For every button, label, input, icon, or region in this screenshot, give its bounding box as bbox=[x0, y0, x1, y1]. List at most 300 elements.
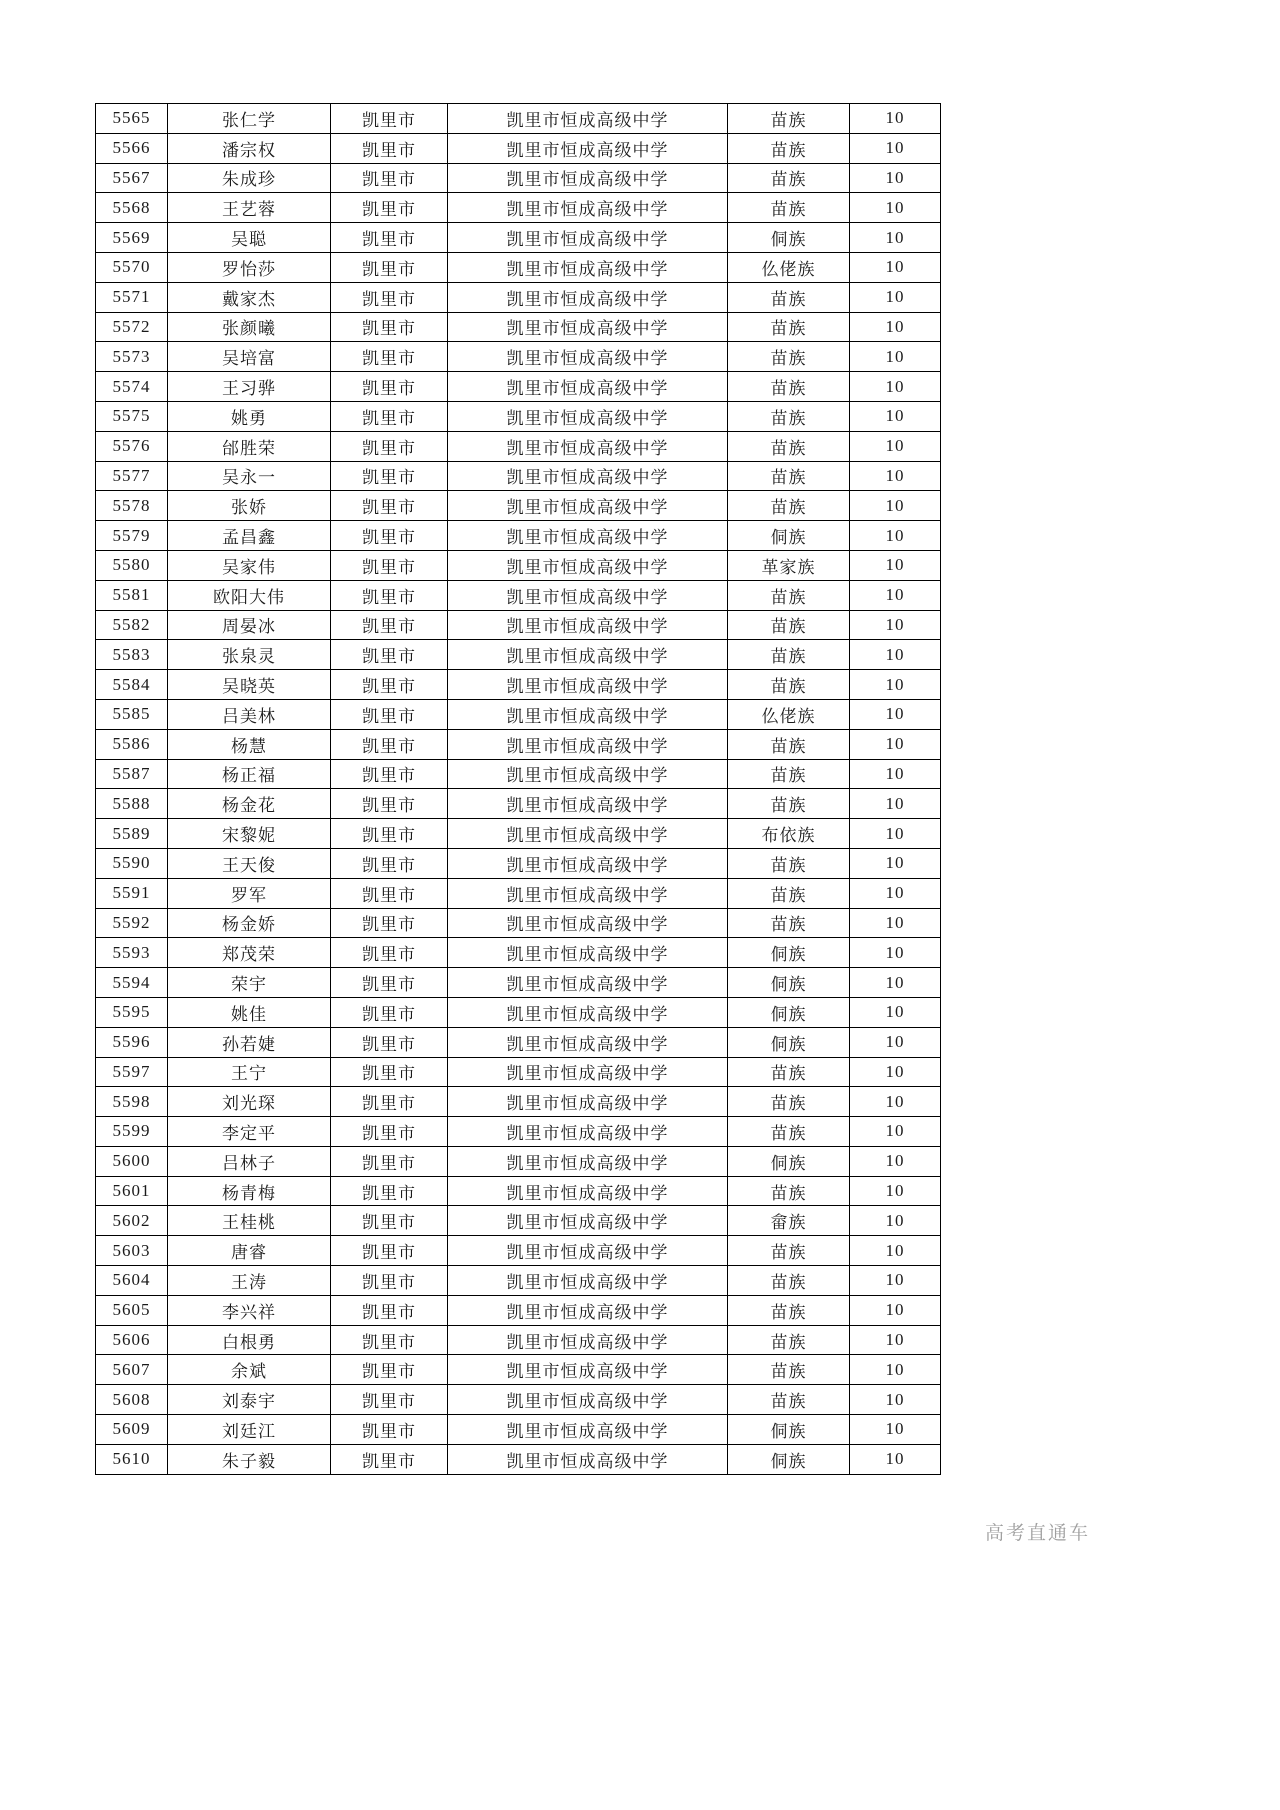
cell-score: 10 bbox=[850, 580, 941, 610]
cell-id: 5583 bbox=[96, 640, 168, 670]
cell-city: 凯里市 bbox=[331, 1385, 448, 1415]
cell-city: 凯里市 bbox=[331, 431, 448, 461]
cell-id: 5589 bbox=[96, 819, 168, 849]
cell-score: 10 bbox=[850, 759, 941, 789]
cell-ethnicity: 苗族 bbox=[728, 1325, 850, 1355]
cell-name: 吴晓英 bbox=[168, 670, 331, 700]
cell-city: 凯里市 bbox=[331, 759, 448, 789]
table-row bbox=[96, 1176, 941, 1206]
cell-id: 5586 bbox=[96, 729, 168, 759]
cell-school: 凯里市恒成高级中学 bbox=[448, 1146, 728, 1176]
cell-score: 10 bbox=[850, 1444, 941, 1474]
table-row bbox=[96, 104, 941, 134]
cell-school: 凯里市恒成高级中学 bbox=[448, 997, 728, 1027]
cell-school: 凯里市恒成高级中学 bbox=[448, 1325, 728, 1355]
table-row bbox=[96, 819, 941, 849]
cell-school: 凯里市恒成高级中学 bbox=[448, 1266, 728, 1296]
cell-ethnicity: 布依族 bbox=[728, 819, 850, 849]
cell-score: 10 bbox=[850, 610, 941, 640]
cell-city: 凯里市 bbox=[331, 997, 448, 1027]
cell-id: 5582 bbox=[96, 610, 168, 640]
cell-score: 10 bbox=[850, 1206, 941, 1236]
cell-ethnicity: 侗族 bbox=[728, 1146, 850, 1176]
cell-score: 10 bbox=[850, 1027, 941, 1057]
cell-score: 10 bbox=[850, 1236, 941, 1266]
cell-id: 5596 bbox=[96, 1027, 168, 1057]
cell-city: 凯里市 bbox=[331, 1325, 448, 1355]
cell-ethnicity: 苗族 bbox=[728, 1236, 850, 1266]
cell-id: 5580 bbox=[96, 550, 168, 580]
cell-ethnicity: 苗族 bbox=[728, 670, 850, 700]
cell-id: 5574 bbox=[96, 372, 168, 402]
cell-city: 凯里市 bbox=[331, 1355, 448, 1385]
cell-city: 凯里市 bbox=[331, 1415, 448, 1445]
cell-city: 凯里市 bbox=[331, 908, 448, 938]
cell-id: 5609 bbox=[96, 1415, 168, 1445]
cell-id: 5584 bbox=[96, 670, 168, 700]
cell-ethnicity: 苗族 bbox=[728, 431, 850, 461]
table-row bbox=[96, 521, 941, 551]
cell-ethnicity: 苗族 bbox=[728, 610, 850, 640]
cell-city: 凯里市 bbox=[331, 133, 448, 163]
table-row bbox=[96, 401, 941, 431]
cell-school: 凯里市恒成高级中学 bbox=[448, 1236, 728, 1266]
cell-city: 凯里市 bbox=[331, 1087, 448, 1117]
cell-id: 5604 bbox=[96, 1266, 168, 1296]
cell-city: 凯里市 bbox=[331, 1117, 448, 1147]
cell-ethnicity: 苗族 bbox=[728, 1117, 850, 1147]
cell-name: 李定平 bbox=[168, 1117, 331, 1147]
table-row bbox=[96, 699, 941, 729]
cell-name: 张泉灵 bbox=[168, 640, 331, 670]
cell-name: 欧阳大伟 bbox=[168, 580, 331, 610]
cell-city: 凯里市 bbox=[331, 1266, 448, 1296]
cell-name: 白根勇 bbox=[168, 1325, 331, 1355]
cell-city: 凯里市 bbox=[331, 193, 448, 223]
cell-ethnicity: 苗族 bbox=[728, 491, 850, 521]
cell-id: 5587 bbox=[96, 759, 168, 789]
cell-city: 凯里市 bbox=[331, 342, 448, 372]
cell-id: 5594 bbox=[96, 968, 168, 998]
cell-ethnicity: 苗族 bbox=[728, 1057, 850, 1087]
cell-id: 5603 bbox=[96, 1236, 168, 1266]
cell-name: 吴永一 bbox=[168, 461, 331, 491]
table-row bbox=[96, 968, 941, 998]
cell-id: 5610 bbox=[96, 1444, 168, 1474]
cell-ethnicity: 苗族 bbox=[728, 1176, 850, 1206]
cell-name: 王习骅 bbox=[168, 372, 331, 402]
cell-school: 凯里市恒成高级中学 bbox=[448, 640, 728, 670]
cell-ethnicity: 苗族 bbox=[728, 372, 850, 402]
cell-city: 凯里市 bbox=[331, 819, 448, 849]
cell-name: 孙若婕 bbox=[168, 1027, 331, 1057]
cell-ethnicity: 苗族 bbox=[728, 580, 850, 610]
cell-id: 5601 bbox=[96, 1176, 168, 1206]
cell-score: 10 bbox=[850, 699, 941, 729]
cell-ethnicity: 苗族 bbox=[728, 1385, 850, 1415]
cell-ethnicity: 侗族 bbox=[728, 968, 850, 998]
cell-ethnicity: 苗族 bbox=[728, 789, 850, 819]
cell-score: 10 bbox=[850, 550, 941, 580]
cell-score: 10 bbox=[850, 819, 941, 849]
cell-id: 5588 bbox=[96, 789, 168, 819]
cell-id: 5605 bbox=[96, 1295, 168, 1325]
cell-id: 5579 bbox=[96, 521, 168, 551]
table-row bbox=[96, 252, 941, 282]
cell-score: 10 bbox=[850, 223, 941, 253]
cell-id: 5581 bbox=[96, 580, 168, 610]
cell-id: 5570 bbox=[96, 252, 168, 282]
table-row bbox=[96, 610, 941, 640]
cell-name: 戴家杰 bbox=[168, 282, 331, 312]
cell-score: 10 bbox=[850, 1415, 941, 1445]
table-row bbox=[96, 1266, 941, 1296]
cell-name: 刘泰宇 bbox=[168, 1385, 331, 1415]
cell-ethnicity: 苗族 bbox=[728, 878, 850, 908]
table-row bbox=[96, 1057, 941, 1087]
cell-score: 10 bbox=[850, 521, 941, 551]
table-row bbox=[96, 1444, 941, 1474]
table-row bbox=[96, 580, 941, 610]
table-row bbox=[96, 372, 941, 402]
cell-score: 10 bbox=[850, 670, 941, 700]
cell-score: 10 bbox=[850, 163, 941, 193]
cell-school: 凯里市恒成高级中学 bbox=[448, 491, 728, 521]
cell-ethnicity: 苗族 bbox=[728, 104, 850, 134]
cell-name: 王桂桃 bbox=[168, 1206, 331, 1236]
table-row bbox=[96, 997, 941, 1027]
cell-city: 凯里市 bbox=[331, 1295, 448, 1325]
cell-school: 凯里市恒成高级中学 bbox=[448, 938, 728, 968]
cell-score: 10 bbox=[850, 1325, 941, 1355]
cell-ethnicity: 苗族 bbox=[728, 640, 850, 670]
cell-school: 凯里市恒成高级中学 bbox=[448, 431, 728, 461]
cell-school: 凯里市恒成高级中学 bbox=[448, 193, 728, 223]
cell-id: 5566 bbox=[96, 133, 168, 163]
cell-school: 凯里市恒成高级中学 bbox=[448, 789, 728, 819]
student-roster-table bbox=[95, 103, 941, 1475]
cell-city: 凯里市 bbox=[331, 580, 448, 610]
cell-name: 王艺蓉 bbox=[168, 193, 331, 223]
cell-id: 5573 bbox=[96, 342, 168, 372]
cell-name: 张仁学 bbox=[168, 104, 331, 134]
cell-id: 5575 bbox=[96, 401, 168, 431]
cell-name: 邰胜荣 bbox=[168, 431, 331, 461]
cell-name: 吴聪 bbox=[168, 223, 331, 253]
cell-name: 张颜曦 bbox=[168, 312, 331, 342]
cell-name: 罗军 bbox=[168, 878, 331, 908]
cell-ethnicity: 仫佬族 bbox=[728, 699, 850, 729]
table-row bbox=[96, 342, 941, 372]
cell-name: 李兴祥 bbox=[168, 1295, 331, 1325]
table-row bbox=[96, 1385, 941, 1415]
cell-school: 凯里市恒成高级中学 bbox=[448, 550, 728, 580]
cell-city: 凯里市 bbox=[331, 282, 448, 312]
cell-city: 凯里市 bbox=[331, 640, 448, 670]
cell-name: 杨金娇 bbox=[168, 908, 331, 938]
cell-school: 凯里市恒成高级中学 bbox=[448, 580, 728, 610]
cell-name: 刘光琛 bbox=[168, 1087, 331, 1117]
cell-score: 10 bbox=[850, 1057, 941, 1087]
cell-school: 凯里市恒成高级中学 bbox=[448, 759, 728, 789]
cell-city: 凯里市 bbox=[331, 610, 448, 640]
watermark: 高考直通车 bbox=[985, 1523, 1091, 1544]
cell-name: 吕美林 bbox=[168, 699, 331, 729]
table-row bbox=[96, 550, 941, 580]
cell-ethnicity: 侗族 bbox=[728, 1415, 850, 1445]
cell-school: 凯里市恒成高级中学 bbox=[448, 312, 728, 342]
table-row bbox=[96, 193, 941, 223]
cell-score: 10 bbox=[850, 878, 941, 908]
cell-name: 王涛 bbox=[168, 1266, 331, 1296]
cell-school: 凯里市恒成高级中学 bbox=[448, 104, 728, 134]
cell-name: 潘宗权 bbox=[168, 133, 331, 163]
cell-ethnicity: 苗族 bbox=[728, 133, 850, 163]
cell-score: 10 bbox=[850, 491, 941, 521]
cell-school: 凯里市恒成高级中学 bbox=[448, 1057, 728, 1087]
cell-score: 10 bbox=[850, 372, 941, 402]
cell-school: 凯里市恒成高级中学 bbox=[448, 610, 728, 640]
cell-school: 凯里市恒成高级中学 bbox=[448, 372, 728, 402]
cell-school: 凯里市恒成高级中学 bbox=[448, 163, 728, 193]
table-row bbox=[96, 1325, 941, 1355]
cell-school: 凯里市恒成高级中学 bbox=[448, 1355, 728, 1385]
cell-ethnicity: 苗族 bbox=[728, 342, 850, 372]
cell-name: 周晏冰 bbox=[168, 610, 331, 640]
cell-score: 10 bbox=[850, 1146, 941, 1176]
table-row bbox=[96, 1146, 941, 1176]
cell-city: 凯里市 bbox=[331, 1027, 448, 1057]
cell-score: 10 bbox=[850, 461, 941, 491]
cell-name: 朱成珍 bbox=[168, 163, 331, 193]
cell-city: 凯里市 bbox=[331, 848, 448, 878]
table-row bbox=[96, 878, 941, 908]
cell-name: 姚勇 bbox=[168, 401, 331, 431]
cell-city: 凯里市 bbox=[331, 550, 448, 580]
cell-school: 凯里市恒成高级中学 bbox=[448, 1087, 728, 1117]
cell-school: 凯里市恒成高级中学 bbox=[448, 908, 728, 938]
cell-score: 10 bbox=[850, 1385, 941, 1415]
cell-id: 5590 bbox=[96, 848, 168, 878]
cell-id: 5598 bbox=[96, 1087, 168, 1117]
cell-ethnicity: 苗族 bbox=[728, 282, 850, 312]
cell-name: 罗怡莎 bbox=[168, 252, 331, 282]
cell-score: 10 bbox=[850, 401, 941, 431]
cell-school: 凯里市恒成高级中学 bbox=[448, 968, 728, 998]
cell-city: 凯里市 bbox=[331, 789, 448, 819]
cell-city: 凯里市 bbox=[331, 521, 448, 551]
cell-ethnicity: 苗族 bbox=[728, 461, 850, 491]
cell-score: 10 bbox=[850, 1295, 941, 1325]
cell-name: 余斌 bbox=[168, 1355, 331, 1385]
cell-id: 5595 bbox=[96, 997, 168, 1027]
cell-city: 凯里市 bbox=[331, 223, 448, 253]
cell-school: 凯里市恒成高级中学 bbox=[448, 401, 728, 431]
cell-school: 凯里市恒成高级中学 bbox=[448, 1117, 728, 1147]
cell-score: 10 bbox=[850, 193, 941, 223]
table-row bbox=[96, 1087, 941, 1117]
cell-ethnicity: 侗族 bbox=[728, 1444, 850, 1474]
cell-city: 凯里市 bbox=[331, 729, 448, 759]
cell-id: 5607 bbox=[96, 1355, 168, 1385]
table-row bbox=[96, 1206, 941, 1236]
cell-city: 凯里市 bbox=[331, 401, 448, 431]
cell-ethnicity: 苗族 bbox=[728, 908, 850, 938]
cell-ethnicity: 侗族 bbox=[728, 938, 850, 968]
cell-school: 凯里市恒成高级中学 bbox=[448, 1385, 728, 1415]
cell-ethnicity: 苗族 bbox=[728, 1355, 850, 1385]
cell-name: 杨青梅 bbox=[168, 1176, 331, 1206]
table-row bbox=[96, 431, 941, 461]
cell-ethnicity: 苗族 bbox=[728, 163, 850, 193]
cell-city: 凯里市 bbox=[331, 938, 448, 968]
cell-school: 凯里市恒成高级中学 bbox=[448, 819, 728, 849]
cell-ethnicity: 苗族 bbox=[728, 312, 850, 342]
cell-city: 凯里市 bbox=[331, 1146, 448, 1176]
cell-city: 凯里市 bbox=[331, 312, 448, 342]
cell-name: 朱子毅 bbox=[168, 1444, 331, 1474]
table-row bbox=[96, 640, 941, 670]
cell-id: 5606 bbox=[96, 1325, 168, 1355]
cell-school: 凯里市恒成高级中学 bbox=[448, 133, 728, 163]
cell-school: 凯里市恒成高级中学 bbox=[448, 1027, 728, 1057]
cell-school: 凯里市恒成高级中学 bbox=[448, 670, 728, 700]
cell-score: 10 bbox=[850, 104, 941, 134]
cell-school: 凯里市恒成高级中学 bbox=[448, 1415, 728, 1445]
cell-id: 5600 bbox=[96, 1146, 168, 1176]
cell-id: 5565 bbox=[96, 104, 168, 134]
cell-score: 10 bbox=[850, 282, 941, 312]
cell-id: 5591 bbox=[96, 878, 168, 908]
cell-city: 凯里市 bbox=[331, 372, 448, 402]
cell-ethnicity: 苗族 bbox=[728, 1087, 850, 1117]
cell-ethnicity: 苗族 bbox=[728, 1266, 850, 1296]
cell-score: 10 bbox=[850, 789, 941, 819]
cell-city: 凯里市 bbox=[331, 878, 448, 908]
table-row bbox=[96, 789, 941, 819]
cell-ethnicity: 侗族 bbox=[728, 521, 850, 551]
cell-school: 凯里市恒成高级中学 bbox=[448, 461, 728, 491]
cell-city: 凯里市 bbox=[331, 968, 448, 998]
cell-ethnicity: 仫佬族 bbox=[728, 252, 850, 282]
cell-school: 凯里市恒成高级中学 bbox=[448, 521, 728, 551]
cell-score: 10 bbox=[850, 252, 941, 282]
cell-id: 5572 bbox=[96, 312, 168, 342]
cell-city: 凯里市 bbox=[331, 104, 448, 134]
cell-school: 凯里市恒成高级中学 bbox=[448, 878, 728, 908]
cell-city: 凯里市 bbox=[331, 1206, 448, 1236]
table-row bbox=[96, 282, 941, 312]
cell-school: 凯里市恒成高级中学 bbox=[448, 1295, 728, 1325]
table-row bbox=[96, 163, 941, 193]
cell-school: 凯里市恒成高级中学 bbox=[448, 848, 728, 878]
cell-score: 10 bbox=[850, 1117, 941, 1147]
table-row bbox=[96, 908, 941, 938]
cell-name: 宋黎妮 bbox=[168, 819, 331, 849]
cell-id: 5585 bbox=[96, 699, 168, 729]
cell-score: 10 bbox=[850, 342, 941, 372]
cell-city: 凯里市 bbox=[331, 461, 448, 491]
cell-name: 吴家伟 bbox=[168, 550, 331, 580]
cell-city: 凯里市 bbox=[331, 1057, 448, 1087]
cell-id: 5597 bbox=[96, 1057, 168, 1087]
cell-city: 凯里市 bbox=[331, 1444, 448, 1474]
cell-school: 凯里市恒成高级中学 bbox=[448, 282, 728, 312]
cell-name: 吴培富 bbox=[168, 342, 331, 372]
cell-school: 凯里市恒成高级中学 bbox=[448, 1176, 728, 1206]
cell-city: 凯里市 bbox=[331, 1176, 448, 1206]
cell-ethnicity: 畲族 bbox=[728, 1206, 850, 1236]
cell-name: 张娇 bbox=[168, 491, 331, 521]
cell-score: 10 bbox=[850, 1355, 941, 1385]
cell-ethnicity: 革家族 bbox=[728, 550, 850, 580]
cell-school: 凯里市恒成高级中学 bbox=[448, 223, 728, 253]
cell-city: 凯里市 bbox=[331, 491, 448, 521]
table-row bbox=[96, 312, 941, 342]
cell-ethnicity: 苗族 bbox=[728, 1295, 850, 1325]
cell-id: 5567 bbox=[96, 163, 168, 193]
cell-score: 10 bbox=[850, 848, 941, 878]
cell-school: 凯里市恒成高级中学 bbox=[448, 252, 728, 282]
table-row bbox=[96, 729, 941, 759]
cell-name: 杨慧 bbox=[168, 729, 331, 759]
cell-score: 10 bbox=[850, 729, 941, 759]
cell-name: 王天俊 bbox=[168, 848, 331, 878]
table-row bbox=[96, 1355, 941, 1385]
cell-name: 唐睿 bbox=[168, 1236, 331, 1266]
cell-name: 孟昌鑫 bbox=[168, 521, 331, 551]
cell-school: 凯里市恒成高级中学 bbox=[448, 342, 728, 372]
cell-score: 10 bbox=[850, 431, 941, 461]
cell-name: 杨正福 bbox=[168, 759, 331, 789]
cell-city: 凯里市 bbox=[331, 670, 448, 700]
table-row bbox=[96, 938, 941, 968]
cell-id: 5569 bbox=[96, 223, 168, 253]
cell-id: 5568 bbox=[96, 193, 168, 223]
cell-ethnicity: 苗族 bbox=[728, 729, 850, 759]
cell-id: 5577 bbox=[96, 461, 168, 491]
cell-school: 凯里市恒成高级中学 bbox=[448, 699, 728, 729]
cell-school: 凯里市恒成高级中学 bbox=[448, 729, 728, 759]
table-row bbox=[96, 461, 941, 491]
cell-city: 凯里市 bbox=[331, 1236, 448, 1266]
cell-id: 5571 bbox=[96, 282, 168, 312]
cell-score: 10 bbox=[850, 1087, 941, 1117]
cell-score: 10 bbox=[850, 312, 941, 342]
cell-name: 杨金花 bbox=[168, 789, 331, 819]
cell-name: 姚佳 bbox=[168, 997, 331, 1027]
cell-score: 10 bbox=[850, 1266, 941, 1296]
cell-name: 王宁 bbox=[168, 1057, 331, 1087]
table-row bbox=[96, 223, 941, 253]
cell-id: 5578 bbox=[96, 491, 168, 521]
cell-ethnicity: 侗族 bbox=[728, 997, 850, 1027]
cell-id: 5602 bbox=[96, 1206, 168, 1236]
cell-name: 刘廷江 bbox=[168, 1415, 331, 1445]
cell-score: 10 bbox=[850, 908, 941, 938]
table-row bbox=[96, 1236, 941, 1266]
cell-ethnicity: 苗族 bbox=[728, 848, 850, 878]
cell-ethnicity: 苗族 bbox=[728, 401, 850, 431]
cell-score: 10 bbox=[850, 640, 941, 670]
cell-id: 5593 bbox=[96, 938, 168, 968]
table-row bbox=[96, 491, 941, 521]
cell-name: 郑茂荣 bbox=[168, 938, 331, 968]
cell-id: 5599 bbox=[96, 1117, 168, 1147]
cell-city: 凯里市 bbox=[331, 699, 448, 729]
table-row bbox=[96, 1117, 941, 1147]
table-row bbox=[96, 133, 941, 163]
